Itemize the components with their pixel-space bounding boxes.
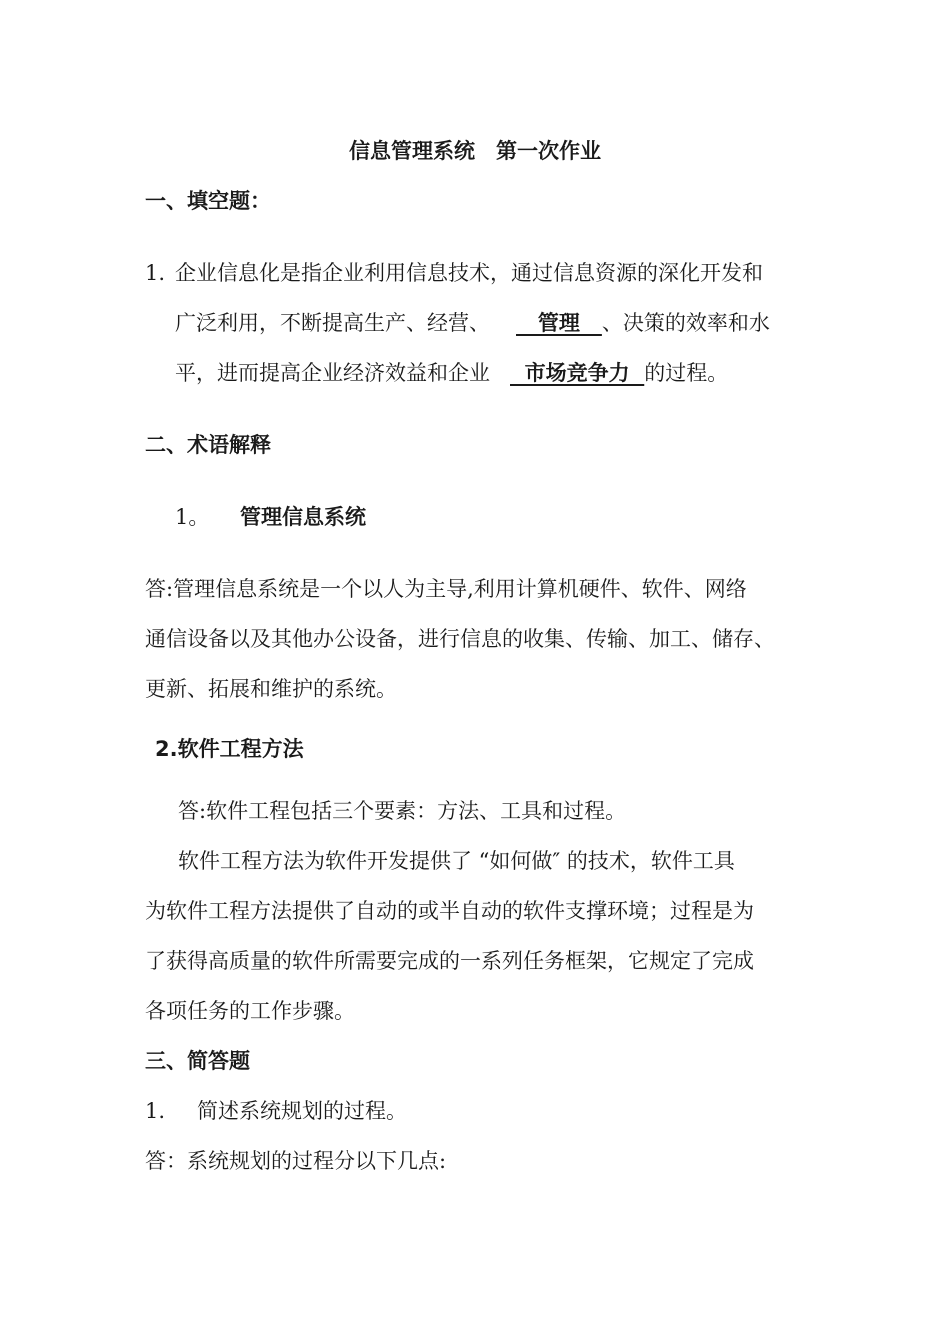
term2-answer-line2: 软件工程方法为软件开发提供了 “如何做″ 的技术，软件工具 [178, 849, 735, 873]
term2-answer-line4: 了获得高质量的软件所需要完成的一系列任务框架，它规定了完成 [145, 949, 754, 973]
s3-q1-number: 1. [145, 1099, 166, 1123]
q1-line3 [175, 358, 728, 388]
term2-answer-line5: 各项任务的工作步骤。 [145, 999, 355, 1023]
term1-answer-line1: 答:管理信息系统是一个以人为主导,利用计算机硬件、软件、网络 [145, 577, 747, 601]
term1-answer-line3: 更新、拓展和维护的系统。 [145, 677, 397, 701]
section2-heading: 二、术语解释 [145, 433, 271, 457]
term1-answer-line2: 通信设备以及其他办公设备，进行信息的收集、传输、加工、储存、 [145, 627, 775, 651]
term2-answer-line1: 答:软件工程包括三个要素：方法、工具和过程。 [178, 799, 627, 823]
q1-line2-post: 、决策的效率和水 [601, 311, 770, 335]
section3-heading: 三、简答题 [145, 1049, 250, 1073]
q1-line3-pre: 平，进而提高企业经济效益和企业 [175, 361, 490, 385]
q1-line3-post: 的过程。 [644, 361, 729, 385]
s3-q1-text: 简述系统规划的过程。 [197, 1099, 407, 1123]
term2-answer-line3: 为软件工程方法提供了自动的或半自动的软件支撑环境；过程是为 [145, 899, 754, 923]
section1-heading: 一、填空题： [145, 189, 271, 213]
term1-number: 1。 [175, 505, 210, 529]
q1-line1: 企业信息化是指企业利用信息技术，通过信息资源的深化开发和 [175, 261, 763, 285]
document-title: 信息管理系统 第一次作业 [349, 139, 601, 163]
blank-answer-1: 管理 [516, 311, 602, 335]
q1-line2-pre: 广泛利用，不断提高生产、经营、 [175, 311, 490, 335]
blank-answer-2: 市场竞争力 [510, 361, 645, 385]
term2-heading: 2.软件工程方法 [155, 737, 304, 761]
q1-number: 1. [145, 261, 166, 285]
term1-title: 管理信息系统 [240, 505, 366, 529]
q1-line2 [175, 308, 770, 338]
s3-q1-answer: 答：系统规划的过程分以下几点: [145, 1149, 447, 1173]
